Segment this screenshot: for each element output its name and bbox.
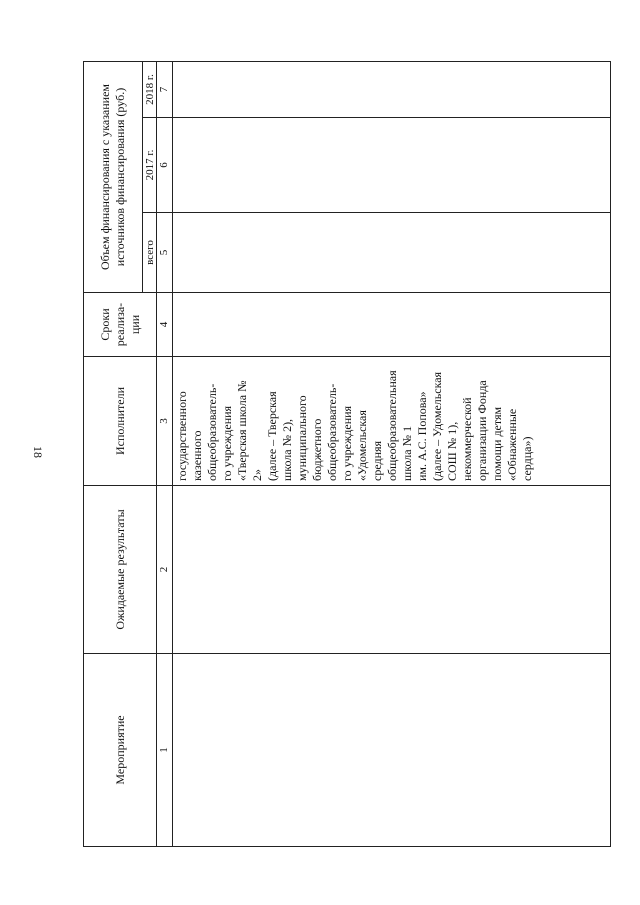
column-number: 5 (157, 213, 173, 293)
header-executors: Исполнители (84, 357, 157, 486)
cell-2018 (173, 61, 611, 117)
measures-table-container (83, 62, 611, 847)
header-funding: Объем финансирования с указанием источников финансирования (руб.) (84, 61, 143, 292)
header-2018: 2018 г. (143, 61, 157, 117)
column-number: 4 (157, 293, 173, 357)
column-number: 7 (157, 61, 173, 117)
header-total: всего (143, 213, 157, 293)
column-number: 1 (157, 654, 173, 847)
cell-total (173, 213, 611, 293)
header-terms: Сроки реализа-ции (84, 293, 157, 357)
header-results: Ожидаемые результаты (84, 486, 157, 654)
column-number: 2 (157, 486, 173, 654)
cell-event (173, 654, 611, 847)
executors-text: государственного казенного общеобразователь- го учреждения «Тверская школа № 2» (далее – Тверская школа № 2), муниципального бюджетного общеобразователь- го учреждения «Удомельская средняя общеобразовательная школа № 1 им. А.С. Попова» (далее – Удомельская СОШ № 1), некоммерческой организации Фонда помощи детям «Обнаженные сердца») (175, 370, 534, 481)
header-2017: 2017 г. (143, 118, 157, 213)
cell-executors (173, 357, 611, 486)
column-number: 3 (157, 357, 173, 486)
page-number: 18 (31, 446, 45, 458)
cell-2017 (173, 118, 611, 213)
column-number: 6 (157, 118, 173, 213)
cell-results (173, 486, 611, 654)
cell-terms (173, 293, 611, 357)
header-event: Мероприятие (84, 654, 157, 847)
measures-table (83, 61, 611, 847)
